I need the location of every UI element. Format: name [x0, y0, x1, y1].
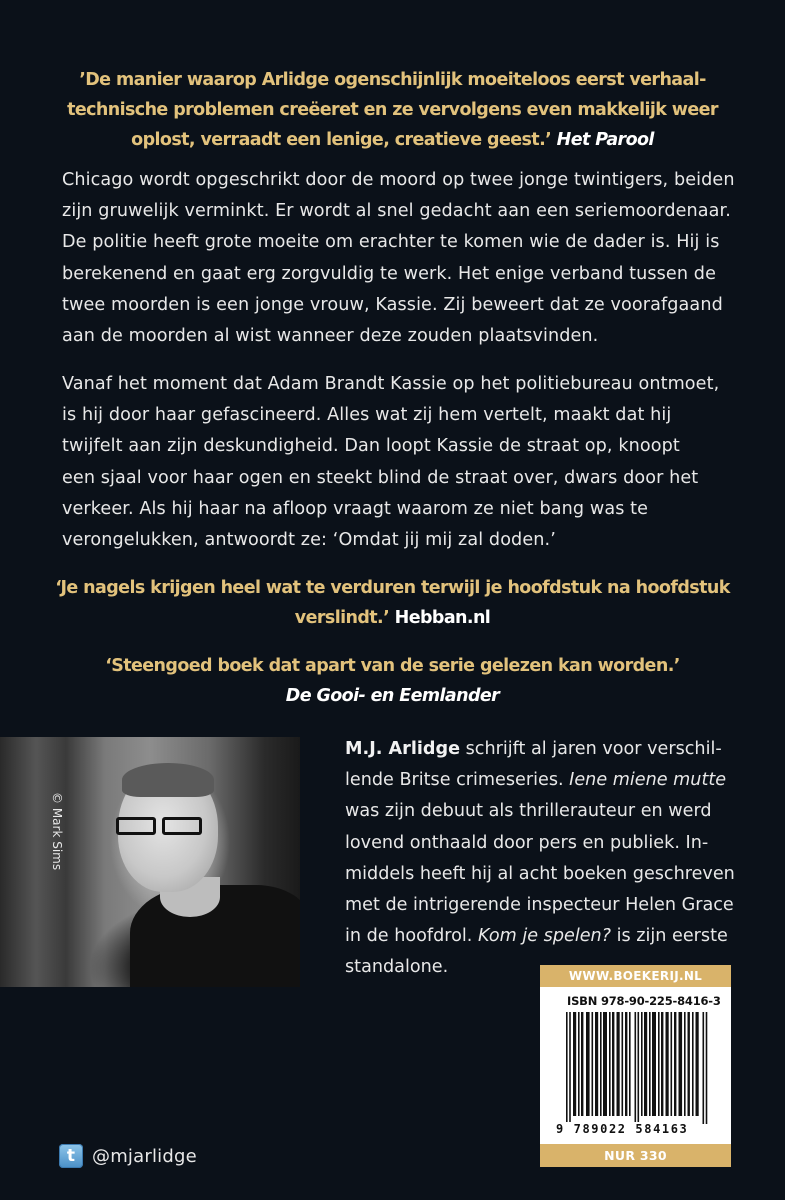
photo-glasses: [116, 817, 212, 837]
author-bio: [345, 734, 765, 984]
bio-line: was zijn debuut als thrillerauteur en werd: [345, 801, 712, 822]
quote-line: ’De manier waarop Arlidge ogenschijnlijk moeiteloos eerst verhaal-: [79, 70, 706, 90]
bio-text: in de hoofdrol.: [345, 926, 478, 947]
photo-credit: © Mark Sims: [50, 792, 64, 871]
bio-line: [345, 765, 765, 796]
bio-line: [345, 734, 765, 765]
quote-line: [0, 603, 785, 633]
blurb-line: verongelukken, antwoordt ze: ‘Omdat jij mij zal doden.’: [62, 530, 556, 551]
publisher-website: WWW.BOEKERIJ.NL: [540, 965, 731, 987]
book-title: Iene miene mutte: [569, 770, 727, 791]
blurb-line: twijfelt aan zijn deskundigheid. Dan loopt Kassie de straat op, knoopt: [62, 436, 680, 457]
quote-line: technische problemen creëeret en ze vervolgens even makkelijk weer: [67, 100, 718, 120]
quote-line: ‘Steengoed boek dat apart van de serie gelezen kan worden.’: [105, 656, 680, 676]
bio-text: is zijn eerste: [611, 926, 728, 947]
author-name: M.J. Arlidge: [345, 739, 461, 759]
quote-line: [0, 125, 785, 155]
blurb-line: aan de moorden al wist wanneer deze zouden plaatsvinden.: [62, 326, 599, 347]
review-quote-gooi-eemlander: [0, 651, 785, 711]
blurb-line: De politie heeft grote moeite om erachter te komen wie de dader is. Hij is: [62, 232, 720, 253]
twitter-handle-text: @mjarlidge: [92, 1145, 197, 1167]
isbn-barcode-box: [540, 965, 731, 1167]
blurb-line: Vanaf het moment dat Adam Brandt Kassie op het politiebureau ontmoet,: [62, 374, 720, 394]
quote-text: oplost, verraadt een lenige, creatieve geest.’: [131, 130, 552, 150]
twitter-icon: t: [59, 1144, 83, 1168]
photo-hair: [122, 763, 214, 797]
blurb-paragraph-2: [62, 369, 742, 556]
blurb-line: Chicago wordt opgeschrikt door de moord op twee jonge twintigers, beiden: [62, 170, 735, 190]
blurb-line: twee moorden is een jonge vrouw, Kassie. Zij beweert dat ze voorafgaand: [62, 294, 723, 315]
quote-text: verslindt.’: [294, 608, 390, 628]
quote-source: Het Parool: [556, 130, 654, 150]
blurb-line: berekenend en gaat erg zorgvuldig te werk. Het enige verband tussen de: [62, 263, 716, 284]
bio-text: lende Britse crimeseries.: [345, 770, 570, 791]
bio-line: lovend onthaald door pers en publiek. In-: [345, 832, 709, 853]
review-quote-hebban: [0, 573, 785, 633]
quote-source: De Gooi- en Eemlander: [285, 686, 500, 706]
bio-line: met de intrigerende inspecteur Helen Grace: [345, 895, 734, 916]
review-quote-het-parool: [0, 65, 785, 155]
bio-line: standalone.: [345, 957, 449, 978]
blurb-line: een sjaal voor haar ogen en steekt blind de straat over, dwars door het: [62, 467, 699, 488]
blurb-line: is hij door haar gefascineerd. Alles wat zij hem vertelt, maakt dat hij: [62, 405, 672, 426]
blurb-line: verkeer. Als hij haar na afloop vraagt waarom ze niet bang was te: [62, 498, 649, 519]
nur-code: NUR 330: [540, 1144, 731, 1167]
blurb-line: zijn gruwelijk verminkt. Er wordt al snel gedacht aan een seriemoordenaar.: [62, 201, 731, 222]
quote-source: Hebban.nl: [394, 608, 491, 628]
barcode-icon: [566, 1012, 708, 1124]
author-photo: [0, 737, 300, 987]
bio-text: schrijft al jaren voor verschil-: [460, 739, 722, 759]
twitter-handle[interactable]: [59, 1143, 197, 1169]
quote-line: ‘Je nagels krijgen heel wat te verduren terwijl je hoofdstuk na hoofdstuk: [55, 578, 730, 598]
blurb-paragraph-1: [62, 165, 742, 352]
barcode-digits: 9 789022 584163: [556, 1122, 689, 1136]
bio-line: middels heeft hij al acht boeken geschreven: [345, 863, 735, 884]
book-title: Kom je spelen?: [477, 926, 612, 947]
bio-line: [345, 921, 765, 952]
isbn-label: ISBN 978-90-225-8416-3: [567, 994, 721, 1008]
